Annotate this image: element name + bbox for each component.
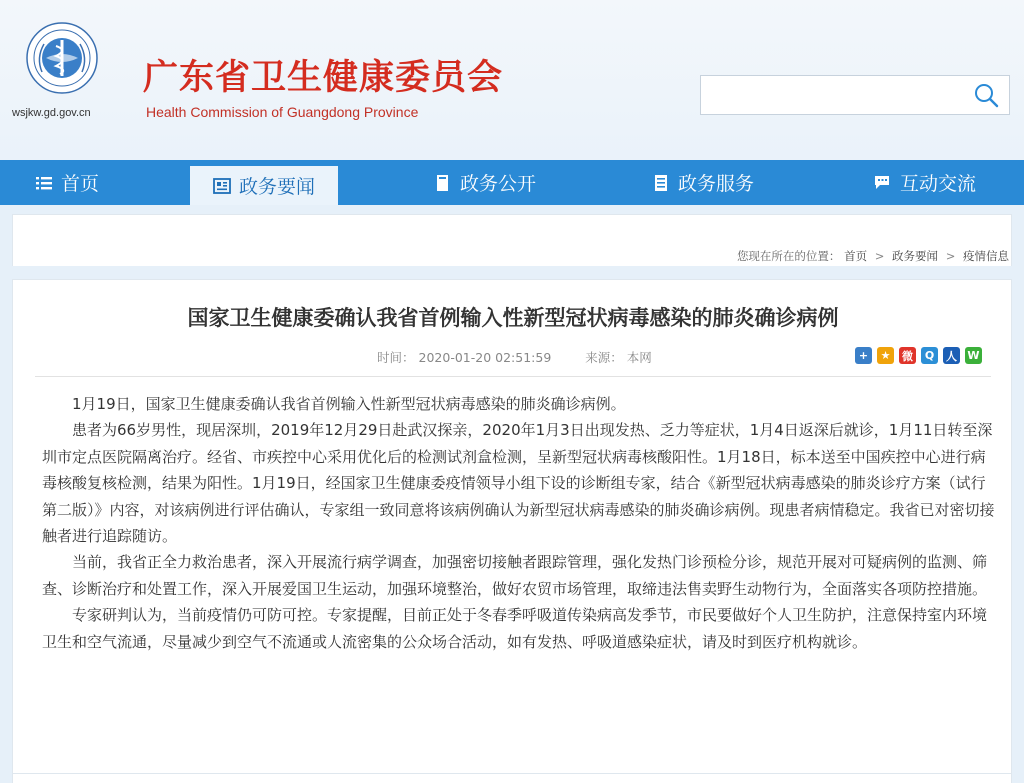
breadcrumb-news[interactable]: 政务要闻	[892, 249, 939, 263]
news-icon	[213, 177, 231, 195]
chat-icon	[874, 174, 892, 192]
nav-item-label: 政务服务	[677, 173, 754, 195]
article-paragraph: 1月19日，国家卫生健康委确认我省首例输入性新型冠状病毒感染的肺炎确诊病例。	[72, 395, 626, 413]
share-bar	[855, 347, 982, 364]
article-paragraph: 当前，我省正全力救治患者，深入开展流行病学调查，加强密切接触者跟踪管理，强化发热门诊预检分诊，规范开展对可疑病例的监测、筛查、诊断治疗和处置工作，深入开展爱国卫生运动，加强环境整治，做好农贸市场管理，取缔违法售卖野生动物行为，全面落实各项防控措施。	[42, 553, 988, 598]
divider	[35, 376, 991, 377]
article-title: 国家卫生健康委确认我省首例输入性新型冠状病毒感染的肺炎确诊病例	[187, 306, 839, 330]
footer-strip	[12, 774, 1012, 783]
main-nav	[0, 160, 1024, 205]
breadcrumb-prefix: 您现在所在的位置：	[736, 249, 841, 263]
site-header	[0, 0, 1024, 160]
site-title[interactable]: 广东省卫生健康委员会	[143, 58, 504, 98]
share-qq-icon[interactable]: Q	[921, 347, 938, 364]
nav-item-home[interactable]	[12, 160, 122, 205]
nav-item-label: 政务公开	[459, 173, 536, 195]
article-paragraph: 专家研判认为，当前疫情仍可防可控。专家提醒，目前正处于冬春季呼吸道传染病高发季节，市民要做好个人卫生防护，注意保持室内环境卫生和空气流通，尽量减少到空气不流通或人流密集的公众场合活动，如有发热、呼吸道感染症状，请及时到医疗机构就诊。	[42, 606, 988, 651]
article-body	[42, 391, 996, 655]
search-icon[interactable]	[973, 82, 999, 108]
article-meta	[377, 348, 656, 366]
breadcrumb	[737, 248, 1009, 264]
nav-item-news[interactable]	[190, 166, 338, 205]
search-input[interactable]	[709, 82, 963, 110]
time-label: 时间：	[377, 350, 415, 365]
list-icon	[35, 174, 53, 192]
article-container	[12, 279, 1012, 774]
share-more-icon[interactable]: +	[855, 347, 872, 364]
breadcrumb-epidemic-info[interactable]: 疫情信息	[963, 249, 1009, 263]
nav-item-interaction[interactable]	[850, 160, 1000, 205]
source-label: 来源：	[585, 350, 623, 365]
nav-item-label: 首页	[60, 173, 99, 195]
article-source: 本网	[626, 350, 652, 365]
share-wechat-icon[interactable]: W	[965, 347, 982, 364]
search-box	[700, 75, 1010, 115]
share-qzone-icon[interactable]: ★	[877, 347, 894, 364]
nav-item-label: 互动交流	[899, 173, 976, 195]
share-weibo-icon[interactable]: 微	[899, 347, 916, 364]
publish-time: 2020-01-20 02:51:59	[418, 350, 552, 365]
breadcrumb-home[interactable]: 首页	[844, 249, 868, 263]
article-paragraph: 患者为66岁男性，现居深圳，2019年12月29日赴武汉探亲，2020年1月3日出现发热、乏力等症状，1月4日返深后就诊，1月11日转至深圳市定点医院隔离治疗。经省、市疾控中心采用优化后的检测试剂盒检测，呈新型冠状病毒核酸阳性。1月18日，标本送至中国疾控中心进行病毒核酸复核检测，结果为阳性。1月19日，经国家卫生健康委疫情领导小组下设的诊断组专家，结合《新型冠状病毒感染的肺炎诊疗方案（试行第二版）》内容，对该病例进行评估确认，专家组一致同意将该病例确认为新型冠状病毒感染的肺炎确诊病例。现患者病情稳定。我省已对密切接触者进行追踪随访。	[42, 421, 995, 546]
breadcrumb-separator: >	[945, 249, 956, 263]
site-subtitle: Health Commission of Guangdong Province	[146, 104, 419, 120]
nav-item-label: 政务要闻	[238, 176, 315, 198]
health-commission-seal-icon[interactable]	[26, 22, 98, 94]
breadcrumb-separator: >	[874, 249, 885, 263]
nav-item-gov-info[interactable]	[410, 160, 560, 205]
book-icon	[434, 174, 452, 192]
document-icon	[652, 174, 670, 192]
breadcrumb-bar	[12, 214, 1012, 266]
site-url: wsjkw.gd.gov.cn	[12, 107, 91, 119]
share-renren-icon[interactable]: 人	[943, 347, 960, 364]
nav-item-gov-service[interactable]	[628, 160, 778, 205]
